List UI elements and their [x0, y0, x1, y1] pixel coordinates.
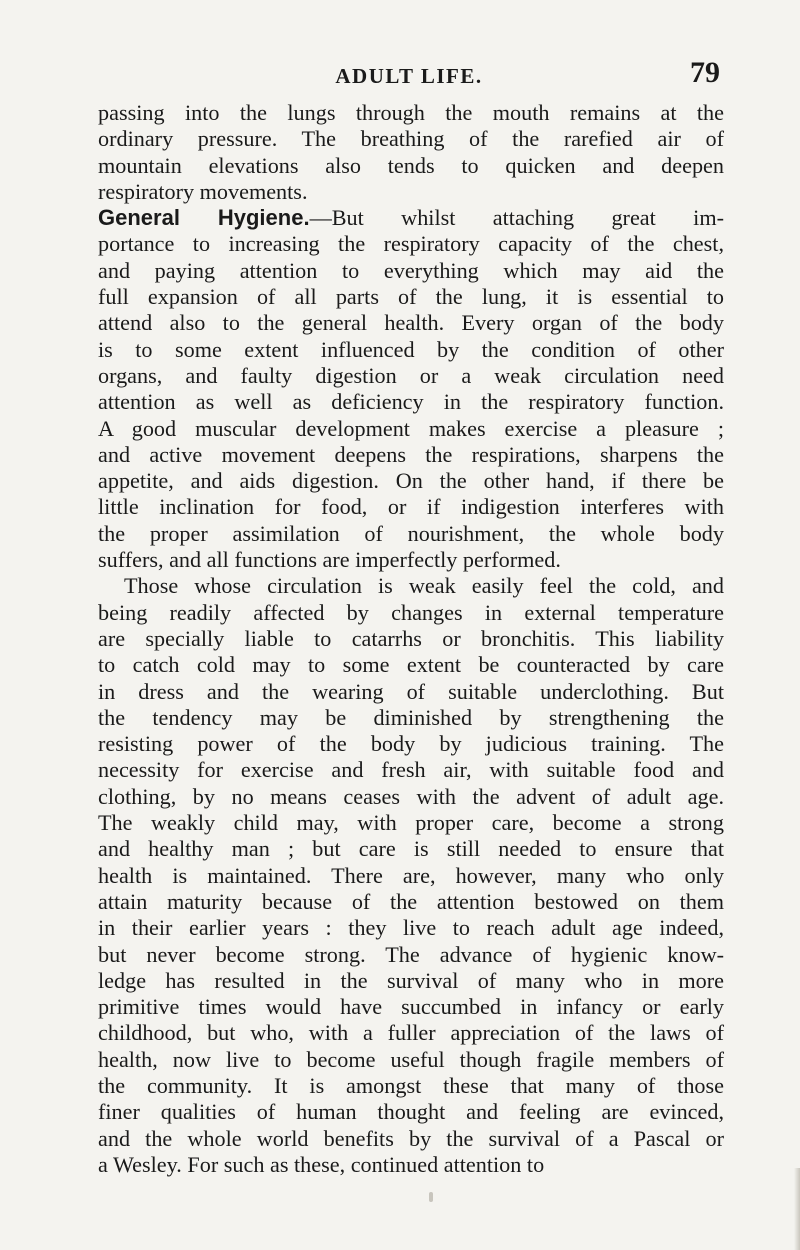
text-line: the proper assimilation of nourishment, the whole body	[98, 520, 724, 546]
text-line: The weakly child may, with proper care, become a strong	[98, 810, 724, 836]
section-heading: General Hygiene.	[98, 205, 310, 231]
text-line: full expansion of all parts of the lung, it is essential to	[98, 284, 724, 310]
section-heading-line	[98, 205, 724, 231]
text-line: health, now live to become useful though fragile members of	[98, 1046, 724, 1072]
text-line: resisting power of the body by judicious training. The	[98, 731, 724, 757]
text-line: is to some extent influenced by the condition of other	[98, 336, 724, 362]
text-line: in their earlier years : they live to reach adult age indeed,	[98, 915, 724, 941]
text-line: childhood, but who, with a fuller appreciation of the laws of	[98, 1020, 724, 1046]
text-line: attain maturity because of the attention bestowed on them	[98, 888, 724, 914]
text-line: health is maintained. There are, however, many who only	[98, 862, 724, 888]
text-line: —But whilst attaching great im-	[309, 205, 724, 231]
text-line: portance to increasing the respiratory capacity of the chest,	[98, 231, 724, 257]
text-line: attention as well as deficiency in the respiratory function.	[98, 389, 724, 415]
running-title: ADULT LIFE.	[335, 64, 483, 88]
text-line: little inclination for food, or if indigestion interferes with	[98, 494, 724, 520]
page-edge-shadow	[794, 1168, 800, 1250]
text-line: finer qualities of human thought and feeling are evinced,	[98, 1099, 724, 1125]
text-line: in dress and the wearing of suitable underclothing. But	[98, 678, 724, 704]
text-line: and paying attention to everything which may aid the	[98, 257, 724, 283]
text-line: a Wesley. For such as these, continued attention to	[98, 1151, 545, 1177]
text-line: and healthy man ; but care is still needed to ensure that	[98, 836, 724, 862]
text-line: suffers, and all functions are imperfectly performed.	[98, 547, 561, 573]
text-line: to catch cold may to some extent be counteracted by care	[98, 652, 724, 678]
page-header	[98, 58, 720, 98]
text-line: Those whose circulation is weak easily feel the cold, and	[124, 573, 724, 599]
text-line: the tendency may be diminished by strengthening the	[98, 704, 724, 730]
text-line: primitive times would have succumbed in infancy or early	[98, 994, 724, 1020]
paper-speck	[429, 1192, 433, 1202]
text-line: appetite, and aids digestion. On the other hand, if there be	[98, 468, 724, 494]
text-line: mountain elevations also tends to quicken and deepen	[98, 152, 724, 178]
text-line: A good muscular development makes exercise a pleasure ;	[98, 415, 724, 441]
text-line: necessity for exercise and fresh air, with suitable food and	[98, 757, 724, 783]
text-line: and the whole world benefits by the survival of a Pascal or	[98, 1125, 724, 1151]
text-line: ordinary pressure. The breathing of the rarefied air of	[98, 126, 724, 152]
text-line: respiratory movements.	[98, 178, 308, 204]
text-line: but never become strong. The advance of hygienic know-	[98, 941, 724, 967]
text-line: and active movement deepens the respirations, sharpens the	[98, 441, 724, 467]
text-line: passing into the lungs through the mouth remains at the	[98, 100, 724, 125]
text-line: clothing, by no means ceases with the advent of adult age.	[98, 783, 724, 809]
text-line: being readily affected by changes in external temperature	[98, 599, 724, 625]
text-line: attend also to the general health. Every organ of the body	[98, 310, 724, 336]
body-text	[98, 100, 724, 1178]
page-number: 79	[690, 56, 720, 89]
text-line: organs, and faulty digestion or a weak circulation need	[98, 362, 724, 388]
text-line: ledge has resulted in the survival of many who in more	[98, 967, 724, 993]
text-line: the community. It is amongst these that many of those	[98, 1072, 724, 1098]
text-line: are specially liable to catarrhs or bronchitis. This liability	[98, 625, 724, 651]
